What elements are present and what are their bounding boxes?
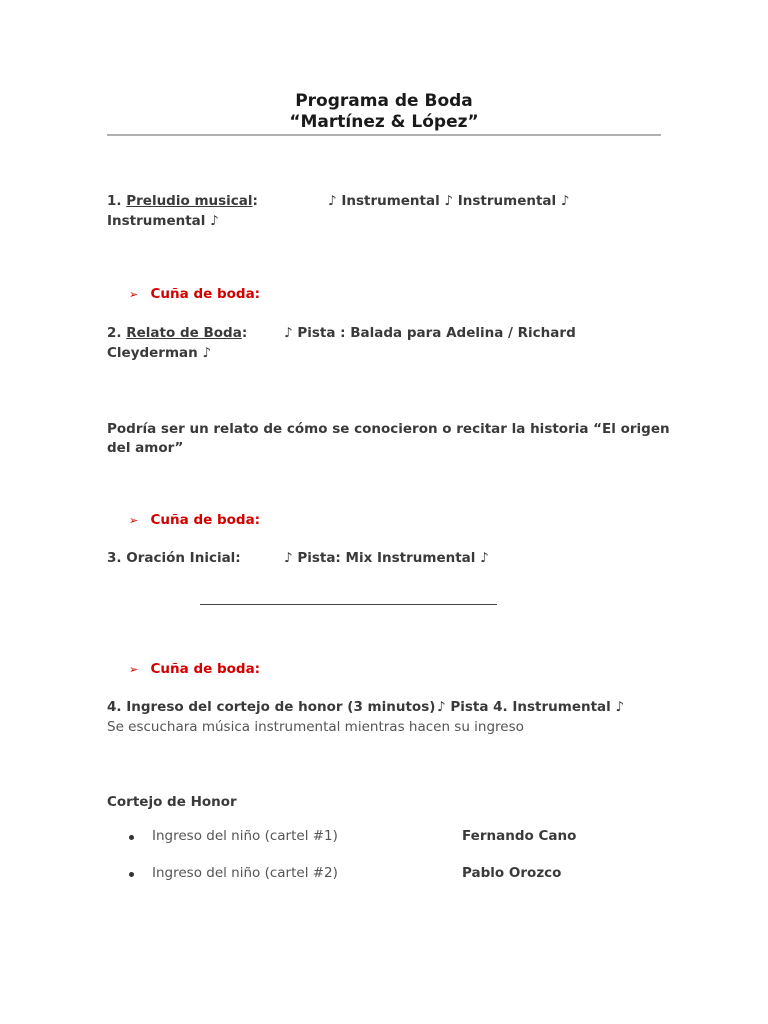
cuna-label: Cuña de boda: xyxy=(150,512,261,528)
item1-number: 1. xyxy=(107,193,127,209)
cuna-de-boda-1 xyxy=(129,286,260,302)
cuna-de-boda-3 xyxy=(129,661,260,677)
item1-music: ♪ Instrumental ♪ Instrumental ♪ xyxy=(328,193,570,209)
item2-colon: : xyxy=(241,325,248,341)
arrow-bullet-icon: ➢ xyxy=(129,288,139,301)
title-divider xyxy=(107,134,661,136)
relato-note-line2: del amor” xyxy=(107,440,184,456)
item3-music: ♪ Pista: Mix Instrumental ♪ xyxy=(284,550,489,566)
item4-description: Se escuchara música instrumental mientras hacen su ingreso xyxy=(107,719,524,735)
item2-label: Relato de Boda xyxy=(126,325,242,341)
page-subtitle: “Martínez & López” xyxy=(289,112,479,132)
item1-heading xyxy=(107,193,258,209)
signature-line xyxy=(200,604,497,605)
cuna-label: Cuña de boda: xyxy=(150,286,261,302)
item2-music-continued: Cleyderman ♪ xyxy=(107,345,212,361)
cortejo-role-1: Ingreso del niño (cartel #1) xyxy=(152,828,338,844)
item2-music: ♪ Pista : Balada para Adelina / Richard xyxy=(284,325,576,341)
item2-number: 2. xyxy=(107,325,127,341)
cuna-label: Cuña de boda: xyxy=(150,661,261,677)
relato-note-line1: Podría ser un relato de cómo se conocieron o recitar la historia “El origen xyxy=(107,421,670,437)
bullet-icon xyxy=(129,835,134,840)
bullet-icon xyxy=(129,872,134,877)
cortejo-heading: Cortejo de Honor xyxy=(107,794,237,810)
item1-colon: : xyxy=(252,193,258,209)
item4-music: ♪ Pista 4. Instrumental ♪ xyxy=(437,699,625,715)
item4-heading: 4. Ingreso del cortejo de honor (3 minutos) xyxy=(107,699,436,715)
cortejo-name-2: Pablo Orozco xyxy=(462,865,562,881)
cortejo-name-1: Fernando Cano xyxy=(462,828,577,844)
item1-music-continued: Instrumental ♪ xyxy=(107,213,219,229)
cuna-de-boda-2 xyxy=(129,512,260,528)
arrow-bullet-icon: ➢ xyxy=(129,514,139,527)
item1-label: Preludio musical xyxy=(126,193,253,209)
arrow-bullet-icon: ➢ xyxy=(129,663,139,676)
page-title: Programa de Boda xyxy=(295,91,473,111)
item2-heading xyxy=(107,325,247,341)
cortejo-role-2: Ingreso del niño (cartel #2) xyxy=(152,865,338,881)
item3-heading: 3. Oración Inicial: xyxy=(107,550,241,566)
